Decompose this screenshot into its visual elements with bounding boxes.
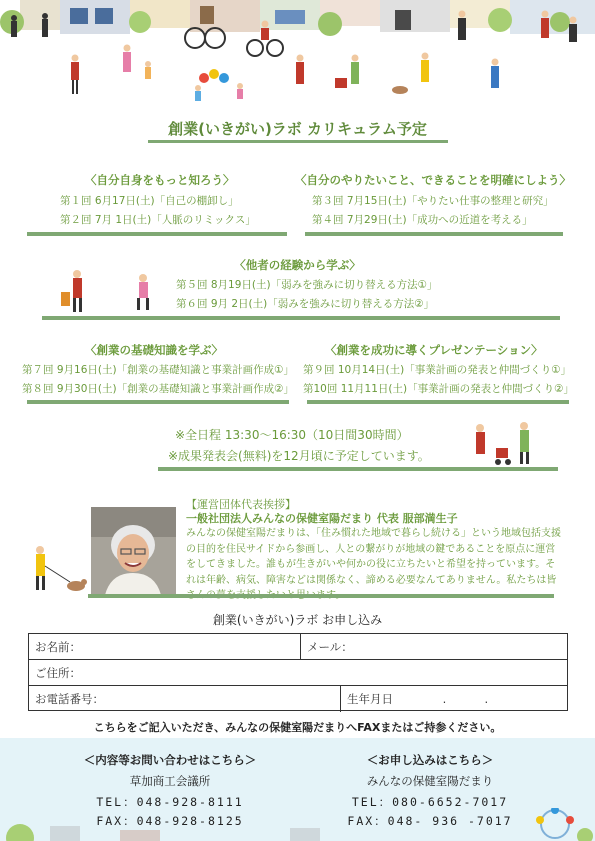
title-underline [148, 140, 448, 143]
walking-dog-illustration [30, 544, 90, 596]
section-title-5: 〈創業を成功に導くプレゼンテーション〉 [325, 343, 543, 357]
contact-inquiry-tel: TEL：048-928-8111 [96, 795, 244, 809]
section-title-4: 〈創業の基礎知識を学ぶ〉 [85, 343, 223, 357]
greeting-rule [88, 594, 554, 598]
contact-application [320, 752, 540, 829]
session-10: 第10回 11月11日(土)「事業計画の発表と仲間づくり②」 [303, 383, 575, 395]
name-field[interactable]: お名前： [29, 634, 301, 659]
session-8: 第８回 9月30日(土)「創業の基礎知識と事業計画作成②」 [22, 383, 294, 395]
contact-application-name: みんなの保健室陽だまり [366, 774, 494, 788]
family-illustration [468, 420, 538, 468]
contact-footer [0, 738, 595, 841]
contact-application-fax: FAX：048- 936 -7017 [347, 814, 513, 828]
address-field[interactable]: ご住所： [35, 666, 81, 680]
birthdate-field[interactable]: 生年月日 . . [347, 692, 489, 706]
greeting-heading: 【運営団体代表挨拶】 [186, 498, 296, 511]
section-title-3: 〈他者の経験から学ぶ〉 [234, 258, 361, 272]
section-rule-4 [27, 400, 289, 404]
representative-photo [91, 507, 176, 595]
greeting-org: 一般社団法人みんなの保健室陽だまり 代表 服部満生子 [186, 512, 458, 525]
section-title-1: 〈自分自身をもっと知ろう〉 [85, 173, 235, 187]
phone-field[interactable]: お電話番号： [29, 686, 341, 712]
session-7: 第７回 9月16日(土)「創業の基礎知識と事業計画作成①」 [22, 364, 294, 376]
email-field[interactable]: メール： [307, 640, 353, 654]
session-6: 第６回 9月 2日(土)「弱みを強みに切り替える方法②」 [176, 298, 435, 310]
section-rule-5 [307, 400, 569, 404]
section-rule-2 [305, 232, 563, 236]
section-rule-1 [27, 232, 287, 236]
application-form [28, 633, 568, 711]
schedule-line-1: ※全日程 13:30〜16:30（10日間30時間） [175, 428, 409, 442]
greeting-body: みんなの保健室陽だまりは、「住み慣れた地域で暮らし続ける」という地域包括支援の目的を住民サイドから参画し、人との繋がりが地域の鍵であることを原点に運営をしてきました。誰もが生きがいや何かの役に立ちたいと希望を持っています。それは年齢、病気、障害などは関係なく、諦める必要なんてありません。私たちは皆 [186, 528, 561, 586]
contact-application-tel: TEL：080-6652-7017 [351, 795, 509, 809]
session-4: 第４回 7月29日(土)「成功への近道を考える」 [312, 214, 533, 226]
section-rule-3 [42, 316, 560, 320]
contact-inquiry-name: 草加商工会議所 [129, 774, 211, 788]
section-title-2: 〈自分のやりたいこと、できることを明確にしよう〉 [295, 173, 571, 187]
session-5: 第５回 8月19日(土)「弱みを強みに切り替える方法①」 [176, 279, 438, 291]
schedule-line-2: ※成果発表会(無料)を12月頃に予定しています。 [168, 449, 430, 463]
form-instruction: こちらをご記入いただき、みんなの保健室陽だまりへFAXまたはご持参ください。 [93, 721, 502, 734]
town-people-illustration [0, 0, 595, 110]
contact-inquiry-fax: FAX：048-928-8125 [96, 814, 244, 828]
contact-inquiry [60, 752, 280, 829]
contact-application-heading: ＜お申し込みはこちら＞ [366, 753, 494, 767]
session-3: 第３回 7月15日(土)「やりたい仕事の整理と研究」 [312, 195, 554, 207]
contact-inquiry-heading: ＜内容等お問い合わせはこちら＞ [83, 753, 257, 767]
form-title: 創業(いきがい)ラボ お申し込み [212, 613, 383, 627]
curriculum-title: 創業(いきがい)ラボ カリキュラム予定 [168, 120, 427, 138]
session-1: 第１回 6月17日(土)「自己の棚卸し」 [60, 195, 239, 207]
session-9: 第９回 10月14日(土)「事業計画の発表と仲間づくり①」 [303, 364, 572, 376]
travelers-illustration [55, 266, 165, 316]
session-2: 第２回 7月 1日(土)「人脈のリミックス」 [60, 214, 256, 226]
